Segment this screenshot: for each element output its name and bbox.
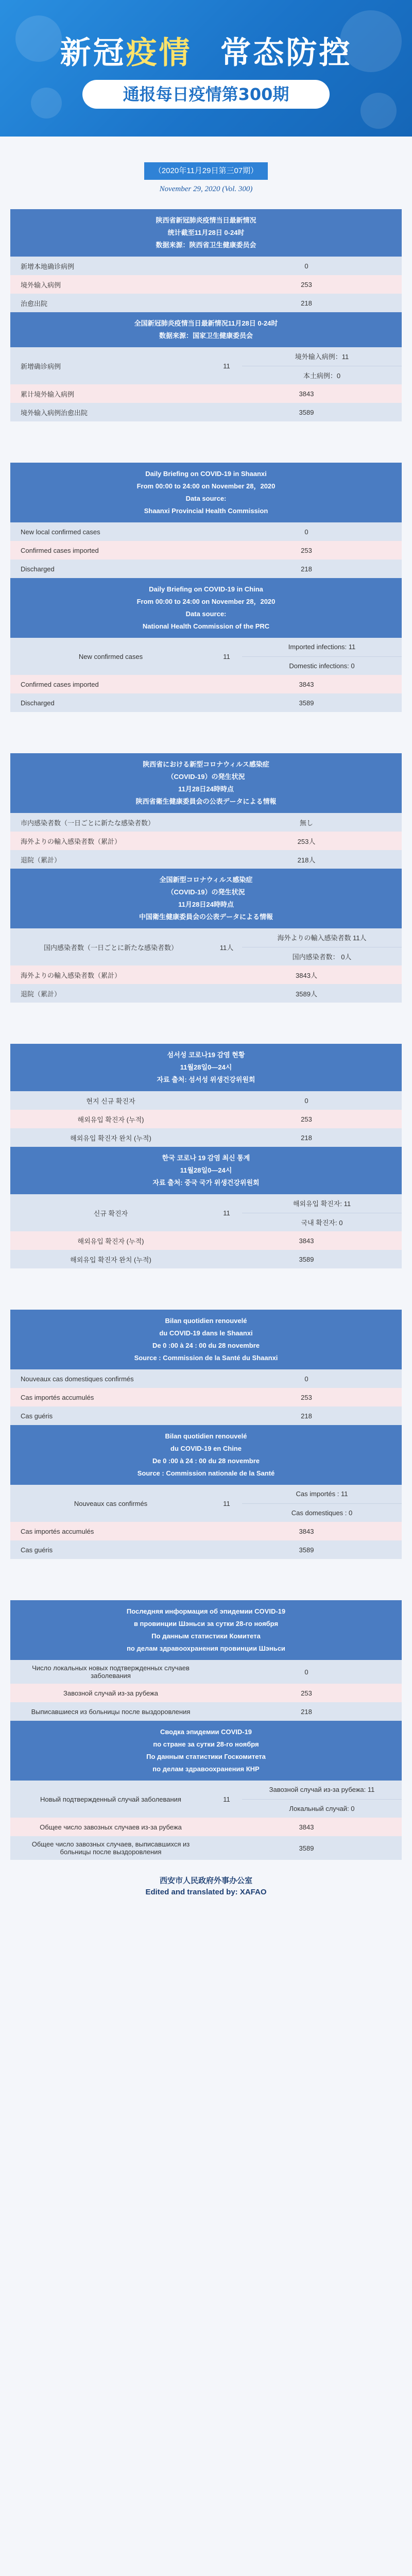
row-label: 해외유입 확진자 (누적) (77, 1237, 144, 1245)
heading-line: National Health Commission of the PRC (142, 622, 270, 630)
sub-value: 本土病例：0 (242, 366, 402, 385)
title-part: 新冠 (60, 35, 126, 71)
title-part: 常态防控 (220, 35, 352, 71)
footer (0, 1870, 412, 1919)
table-row (10, 832, 402, 850)
row-label: 新增本地确诊病例 (21, 262, 75, 270)
sub-value: Завозной случай из-за рубежа: 11 (269, 1786, 375, 1794)
table-row (10, 1522, 402, 1540)
heading-line: 数据来源：陕西省卫生健康委员会 (156, 241, 256, 249)
heading-line: Data source: (185, 495, 227, 502)
heading-line: Bilan quotidien renouvelé (165, 1317, 247, 1325)
row-value: 3589 (299, 1844, 314, 1852)
row-value: 3843 (299, 1527, 314, 1535)
row-label: Общее число завозных случаев, выписавшихся из больницы после выздоровления (31, 1840, 190, 1856)
section-heading (10, 1425, 402, 1485)
row-value: 253 (301, 1689, 312, 1697)
row-label: 退院（累計） (21, 990, 61, 998)
row-label: 国内感染者数（一日ごとに新たな感染者数） (43, 943, 178, 952)
section-heading (10, 1600, 402, 1660)
heading-line: 陕西省における新型コロナウィルス感染症 (143, 760, 269, 768)
row-value: 3589 (299, 699, 314, 707)
heading-line: 数据来源：国家卫生健康委员会 (159, 332, 253, 340)
row-label: 海外よりの輸入感染者数（累計） (21, 837, 122, 845)
row-label: New confirmed cases (78, 652, 143, 660)
sub-value: 국내 확진자: 0 (242, 1213, 402, 1232)
heading-line: Bilan quotidien renouvelé (165, 1432, 247, 1440)
heading-line: 全国新冠肺炎疫情当日最新情况11月28日 0-24时 (134, 319, 278, 327)
row-label: Nouveaux cas domestiques confirmés (21, 1375, 134, 1383)
heading-line: Последняя информация об эпидемии COVID-19 (126, 1607, 286, 1615)
split-row (10, 347, 402, 384)
table-row (10, 1540, 402, 1559)
sub-value: Cas importés : 11 (296, 1490, 348, 1498)
row-label: New local confirmed cases (21, 528, 100, 536)
row-value: 253人 (297, 837, 316, 845)
heading-line: De 0 :00 à 24 : 00 du 28 novembre (152, 1457, 260, 1465)
row-value: 218 (301, 299, 312, 307)
row-label: Общее число завозных случаев из-за рубежа (40, 1823, 182, 1831)
heading-line: 자료 출처: 중국 국가 위생건강위원회 (152, 1179, 260, 1187)
row-label: 현지 신규 확진자 (86, 1097, 135, 1105)
heading-line: По данным статистики Комитета (151, 1632, 261, 1640)
sub-values (242, 928, 402, 965)
heading-line: （COVID-19）の発生状況 (167, 773, 245, 781)
row-value: 3589 (299, 1546, 314, 1554)
heading-line: Source : Commission nationale de la Santé (137, 1469, 275, 1477)
table-row (10, 522, 402, 541)
heading-line: по делам здравоохранения провинции Шэньси (127, 1645, 285, 1652)
table-row (10, 541, 402, 560)
table-row (10, 1818, 402, 1836)
row-value: 218 (301, 1412, 312, 1420)
row-label: 海外よりの輸入感染者数（累計） (21, 971, 122, 979)
table-row (10, 1684, 402, 1702)
row-total: 11 (223, 1795, 230, 1803)
row-value: 無し (299, 819, 313, 827)
section-russian (10, 1600, 402, 1860)
virus-decoration (360, 93, 397, 129)
row-value: 218 (301, 1707, 312, 1716)
table-row (10, 1388, 402, 1406)
table-row (10, 1231, 402, 1250)
row-value: 3589 (299, 1255, 314, 1263)
sub-value: Cas domestiques : 0 (242, 1503, 402, 1522)
row-value: 0 (304, 1375, 308, 1383)
heading-line: 统计截至11月28日 0-24时 (167, 229, 245, 236)
table-row (10, 693, 402, 712)
row-total: 11 (223, 362, 230, 370)
banner-title (0, 28, 412, 73)
heading-line: в провинции Шэньси за сутки 28-го ноября (133, 1620, 279, 1628)
row-label: 신규 확진자 (93, 1209, 128, 1217)
sub-value: Локальный случай: 0 (242, 1799, 402, 1818)
table-row (10, 965, 402, 984)
row-value: 0 (304, 262, 308, 270)
row-value: 253 (301, 280, 312, 289)
table-row (10, 1660, 402, 1684)
row-value: 253 (301, 546, 312, 554)
table-row (10, 1250, 402, 1268)
table-row (10, 257, 402, 275)
table-row (10, 1128, 402, 1147)
row-value: 3843 (299, 1236, 314, 1245)
footer-credit: Edited and translated by: XAFAO (145, 1888, 267, 1896)
split-row (10, 638, 402, 675)
row-label: Confirmed cases imported (21, 680, 99, 688)
section-heading (10, 312, 402, 347)
row-value: 3843 (299, 1823, 314, 1831)
row-value: 3843人 (296, 971, 317, 979)
row-label: 境外输入病例 (21, 281, 61, 289)
heading-line: Сводка эпидемии COVID-19 (160, 1728, 252, 1736)
heading-line: 全国新型コロナウィルス感染症 (159, 876, 253, 884)
heading-line: Shaanxi Provincial Health Commission (144, 507, 268, 515)
row-label: 해외유입 확진자 완치 (누적) (70, 1134, 151, 1142)
heading-line: From 00:00 to 24:00 on November 28，2020 (136, 598, 276, 605)
section-heading (10, 753, 402, 813)
heading-line: 한국 코로나 19 감염 최신 통계 (162, 1154, 250, 1162)
section-heading (10, 578, 402, 638)
table-row (10, 1702, 402, 1721)
banner (0, 0, 412, 137)
row-label: Nouveaux cas confirmés (74, 1499, 148, 1507)
heading-line: Daily Briefing on COVID-19 in China (149, 585, 263, 593)
row-label: Число локальных новых подтвержденных случаев заболевания (32, 1664, 190, 1680)
virus-decoration (31, 88, 62, 118)
table-row (10, 813, 402, 832)
row-label: Cas guéris (21, 1546, 53, 1554)
heading-line: Daily Briefing on COVID-19 in Shaanxi (145, 470, 267, 478)
heading-line: du COVID-19 en Chine (170, 1445, 242, 1452)
row-value: 3843 (299, 680, 314, 688)
row-label: 市内感染者数（一日ごとに新たな感染者数） (21, 819, 155, 827)
heading-line: De 0 :00 à 24 : 00 du 28 novembre (152, 1342, 260, 1349)
table-row (10, 1369, 402, 1388)
heading-line: 11월28일0—24시 (180, 1166, 232, 1174)
row-value: 3589 (299, 408, 314, 416)
date-en: November 29, 2020 (Vol. 300) (159, 185, 253, 193)
table-row (10, 294, 402, 312)
heading-line: Source : Commission de la Santé du Shaanxi (134, 1354, 278, 1362)
sub-values (242, 347, 402, 384)
section-heading (10, 869, 402, 928)
row-label: 境外输入病例治愈出院 (21, 409, 88, 417)
section-heading (10, 463, 402, 522)
row-total: 11人 (219, 943, 234, 952)
table-row (10, 1406, 402, 1425)
section-japanese (10, 753, 402, 1003)
split-row (10, 1781, 402, 1818)
table-row (10, 1836, 402, 1860)
table-row (10, 675, 402, 693)
title-highlight: 疫情 (126, 35, 192, 71)
section-heading (10, 1721, 402, 1781)
sub-value: 海外よりの輸入感染者数 11人 (277, 934, 367, 942)
banner-subtitle: 通报每日疫情第300期 (82, 80, 330, 109)
table-row (10, 1110, 402, 1128)
row-value: 0 (304, 528, 308, 536)
row-total: 11 (223, 1499, 230, 1507)
table-row (10, 275, 402, 294)
row-value: 218人 (297, 856, 316, 864)
row-label: Discharged (21, 699, 55, 707)
heading-line: По данным статистики Госкомитета (146, 1753, 266, 1760)
section-english (10, 463, 402, 712)
row-label: Discharged (21, 565, 55, 573)
row-value: 218 (301, 1133, 312, 1142)
row-label: 해외유입 확진자 (누적) (77, 1115, 144, 1124)
sub-value: Domestic infections: 0 (242, 656, 402, 675)
table-row (10, 384, 402, 403)
split-row (10, 928, 402, 965)
section-heading (10, 209, 402, 257)
sub-value: 해외유입 확진자: 11 (293, 1200, 351, 1208)
section-heading (10, 1044, 402, 1091)
row-value: 253 (301, 1115, 312, 1123)
sub-values (242, 1485, 402, 1522)
row-value: 253 (301, 1393, 312, 1401)
heading-line: 자료 출처: 섬서성 위생건강위원회 (157, 1076, 255, 1083)
row-label: Выписавшиеся из больницы после выздоровления (31, 1707, 191, 1716)
row-value: 0 (304, 1668, 308, 1676)
row-value: 3589人 (296, 990, 317, 998)
heading-line: по делам здравоохранения КНР (152, 1765, 260, 1773)
sub-values (242, 638, 402, 675)
row-value: 218 (301, 565, 312, 573)
heading-line: Data source: (185, 610, 227, 618)
table-row (10, 1091, 402, 1110)
heading-line: 11月28日24時時点 (178, 901, 234, 908)
section-chinese (10, 209, 402, 421)
heading-line: 陕西省衛生健康委員会の公表データによる情報 (135, 798, 277, 805)
heading-line: по стране за сутки 28-го ноября (153, 1740, 259, 1748)
heading-line: 陕西省新冠肺炎疫情当日最新情况 (156, 216, 256, 224)
row-total: 11 (223, 1209, 230, 1217)
heading-line: du COVID-19 dans le Shaanxi (159, 1329, 253, 1337)
split-row (10, 1194, 402, 1231)
heading-line: 中国衛生健康委員会の公表データによる情報 (139, 913, 273, 921)
row-total: 11 (223, 652, 230, 660)
sub-value: 国内感染者数： 0人 (242, 947, 402, 966)
row-label: Завозной случай из-за рубежа (63, 1689, 159, 1697)
row-label: Cas importés accumulés (21, 1527, 94, 1535)
row-label: 治愈出院 (21, 299, 48, 308)
footer-org: 西安市人民政府外事办公室 (159, 1876, 252, 1885)
table-row (10, 850, 402, 869)
heading-line: 11月28日24時時点 (178, 785, 234, 793)
sub-value: 境外输入病例：11 (295, 353, 349, 361)
section-heading (10, 1310, 402, 1369)
row-value: 3843 (299, 389, 314, 398)
section-french (10, 1310, 402, 1559)
sub-values (242, 1781, 402, 1818)
row-label: Confirmed cases imported (21, 546, 99, 554)
table-row (10, 403, 402, 421)
date-cn: （2020年11月29日第三07期） (144, 162, 268, 180)
heading-line: （COVID-19）の発生状況 (167, 888, 245, 896)
row-label: Cas guéris (21, 1412, 53, 1420)
row-value: 0 (304, 1096, 308, 1105)
heading-line: From 00:00 to 24:00 on November 28，2020 (136, 482, 276, 490)
heading-line: 섬서성 코로나19 감염 현황 (167, 1051, 245, 1059)
split-row (10, 1485, 402, 1522)
heading-line: 11월28일0—24시 (180, 1063, 232, 1071)
table-row (10, 560, 402, 578)
section-heading (10, 1147, 402, 1194)
row-label: 新增确诊病例 (21, 362, 61, 370)
row-label: 累计境外输入病例 (21, 390, 75, 398)
sub-value: Imported infections: 11 (288, 643, 356, 651)
section-korean (10, 1044, 402, 1268)
table-row (10, 984, 402, 1003)
row-label: 退院（累計） (21, 856, 61, 864)
row-label: Новый подтвержденный случай заболевания (40, 1795, 181, 1803)
sub-values (242, 1194, 402, 1231)
row-label: 해외유입 확진자 완치 (누적) (70, 1256, 151, 1264)
row-label: Cas importés accumulés (21, 1393, 94, 1401)
